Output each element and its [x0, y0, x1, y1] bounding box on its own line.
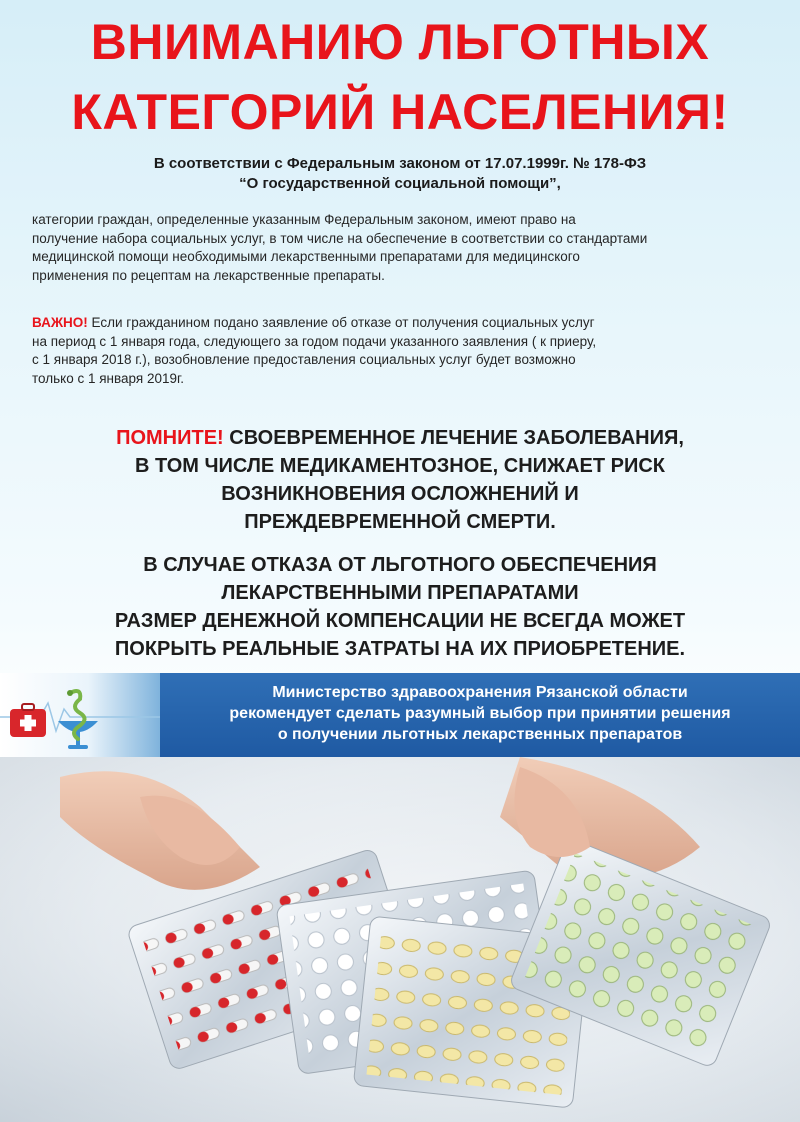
important-paragraph-line: ВАЖНО! Если гражданином подано заявление об отказе от получения социальных услуг [32, 315, 595, 330]
law-reference [0, 154, 800, 194]
rights-paragraph-line: медицинской помощи необходимыми лекарственными препаратами для медицинского [32, 249, 580, 264]
ministry-message-line: о получении льготных лекарственных препаратов [277, 726, 683, 743]
poster-title-line-2: КАТЕГОРИЙ НАСЕЛЕНИЯ! [71, 84, 729, 140]
law-reference-line-1: В соответствии с Федеральным законом от 17.07.1999г. № 178-ФЗ [153, 155, 647, 172]
remember-block [0, 424, 800, 536]
remember-label: ПОМНИТЕ! [116, 427, 224, 449]
refusal-warning-line: В СЛУЧАЕ ОТКАЗА ОТ ЛЬГОТНОГО ОБЕСПЕЧЕНИЯ [143, 554, 657, 576]
rights-paragraph-line: применения по рецептам на лекарственные препараты. [32, 267, 385, 283]
refusal-warning-line: ЛЕКАРСТВЕННЫМИ ПРЕПАРАТАМИ [221, 582, 579, 604]
ministry-message-line: Министерство здравоохранения Рязанской области [272, 684, 688, 701]
refusal-warning [0, 551, 800, 663]
pills-photo [0, 757, 800, 1122]
refusal-warning-line: ПОКРЫТЬ РЕАЛЬНЫЕ ЗАТРАТЫ НА ИХ ПРИОБРЕТЕНИЕ. [114, 638, 686, 660]
hands-with-pill-blisters-image [0, 757, 800, 1122]
important-paragraph-line: с 1 января 2018 г.), возобновление предоставления социальных услуг будет возможно [32, 352, 576, 367]
ministry-message-line: рекомендует сделать разумный выбор при принятии решения [229, 705, 731, 722]
rights-paragraph-line: получение набора социальных услуг, в том числе на обеспечение в соответствии со стандартами [32, 230, 648, 246]
remember-line: ВОЗНИКНОВЕНИЯ ОСЛОЖНЕНИЙ И [221, 483, 579, 505]
refusal-warning-line: РАЗМЕР ДЕНЕЖНОЙ КОМПЕНСАЦИИ НЕ ВСЕГДА МОЖЕТ [114, 610, 686, 632]
rights-paragraph-line: категории граждан, определенные указанным Федеральным законом, имеют право на [32, 212, 576, 227]
remember-line: ПРЕЖДЕВРЕМЕННОЙ СМЕРТИ. [244, 511, 556, 533]
rights-paragraph [32, 211, 772, 285]
important-label: ВАЖНО! [32, 315, 88, 330]
medical-logo [0, 673, 160, 757]
ministry-message [160, 682, 800, 745]
important-paragraph-line: на период с 1 января года, следующего за годом подачи указанного заявления ( к приеру, [32, 333, 597, 349]
remember-line: ПОМНИТЕ! СВОЕВРЕМЕННОЕ ЛЕЧЕНИЕ ЗАБОЛЕВАНИЯ, [116, 427, 684, 449]
remember-line: В ТОМ ЧИСЛЕ МЕДИКАМЕНТОЗНОЕ, СНИЖАЕТ РИСК [134, 455, 666, 477]
first-aid-kit-icon [0, 673, 160, 757]
poster-title-line-1: ВНИМАНИЮ ЛЬГОТНЫХ [90, 14, 710, 70]
important-paragraph [32, 314, 772, 388]
ministry-banner [0, 673, 800, 757]
important-paragraph-line: только с 1 января 2019г. [32, 370, 185, 386]
law-reference-line-2: “О государственной социальной помощи”, [239, 175, 561, 192]
